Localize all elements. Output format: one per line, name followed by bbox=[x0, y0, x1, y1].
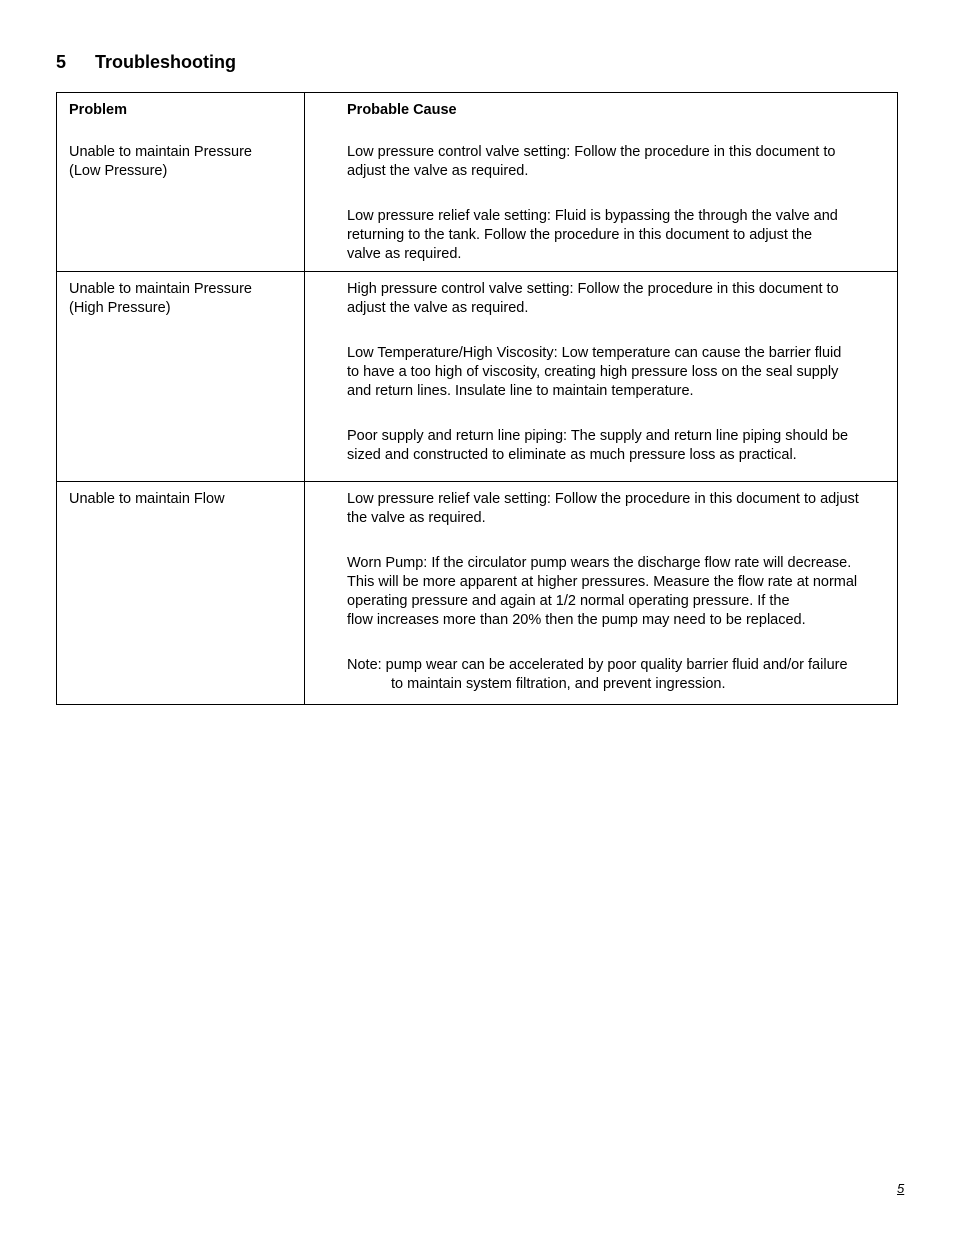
note-line: Note: pump wear can be accelerated by poor quality barrier fluid and/or failure bbox=[347, 657, 848, 673]
cause-cell bbox=[305, 482, 898, 705]
cause-line: the valve as required. bbox=[347, 510, 486, 526]
cause-line: Worn Pump: If the circulator pump wears the discharge flow rate will decrease. bbox=[347, 555, 852, 571]
table-row bbox=[57, 136, 898, 272]
cause-line: This will be more apparent at higher pressures. Measure the flow rate at normal bbox=[347, 574, 858, 590]
cause-paragraph bbox=[347, 490, 895, 528]
cause-line: High pressure control valve setting: Follow the procedure in this document to bbox=[347, 281, 839, 297]
section-heading bbox=[56, 52, 236, 73]
cause-line: adjust the valve as required. bbox=[347, 163, 529, 179]
note-line: to maintain system filtration, and prevent ingression. bbox=[391, 676, 726, 692]
problem-line: Unable to maintain Pressure bbox=[69, 144, 252, 160]
cause-paragraph bbox=[347, 207, 895, 264]
cause-paragraph bbox=[347, 344, 895, 401]
cause-cell bbox=[305, 136, 898, 272]
cause-line: returning to the tank. Follow the procedure in this document to adjust the bbox=[347, 227, 813, 243]
cause-line: and return lines. Insulate line to maintain temperature. bbox=[347, 383, 694, 399]
header-problem: Problem bbox=[57, 93, 305, 137]
cause-line: adjust the valve as required. bbox=[347, 300, 529, 316]
cause-line: sized and constructed to eliminate as much pressure loss as practical. bbox=[347, 447, 797, 463]
cause-line: Poor supply and return line piping: The supply and return line piping should be bbox=[347, 428, 849, 444]
table-row bbox=[57, 482, 898, 705]
cause-paragraph bbox=[347, 554, 895, 630]
problem-line: (Low Pressure) bbox=[69, 163, 168, 179]
page-number: 5 bbox=[897, 1181, 905, 1196]
problem-cell bbox=[57, 482, 305, 705]
problem-line: Unable to maintain Pressure bbox=[69, 281, 252, 297]
cause-line: Low Temperature/High Viscosity: Low temperature can cause the barrier fluid bbox=[347, 345, 842, 361]
problem-line: (High Pressure) bbox=[69, 300, 171, 316]
cause-line: valve as required. bbox=[347, 246, 462, 262]
header-probable-cause: Probable Cause bbox=[305, 93, 898, 137]
cause-paragraph bbox=[347, 280, 895, 318]
problem-line: Unable to maintain Flow bbox=[69, 491, 225, 507]
cause-paragraph bbox=[347, 427, 895, 465]
troubleshooting-table bbox=[56, 92, 898, 705]
cause-line: Low pressure control valve setting: Follow the procedure in this document to bbox=[347, 144, 836, 160]
cause-line: to have a too high of viscosity, creating high pressure loss on the seal supply bbox=[347, 364, 839, 380]
cause-paragraph bbox=[347, 143, 895, 181]
cause-line: Low pressure relief vale setting: Fluid is bypassing the through the valve and bbox=[347, 208, 838, 224]
section-number: 5 bbox=[56, 52, 67, 72]
cause-cell bbox=[305, 272, 898, 482]
table-header-row bbox=[57, 93, 898, 137]
cause-line: Low pressure relief vale setting: Follow the procedure in this document to adjust bbox=[347, 491, 859, 507]
table-row bbox=[57, 272, 898, 482]
problem-cell bbox=[57, 136, 305, 272]
cause-line: flow increases more than 20% then the pump may need to be replaced. bbox=[347, 612, 806, 628]
problem-cell bbox=[57, 272, 305, 482]
cause-line: operating pressure and again at 1/2 normal operating pressure. If the bbox=[347, 593, 790, 609]
section-title: Troubleshooting bbox=[95, 52, 236, 72]
pump-wear-note bbox=[347, 656, 895, 694]
